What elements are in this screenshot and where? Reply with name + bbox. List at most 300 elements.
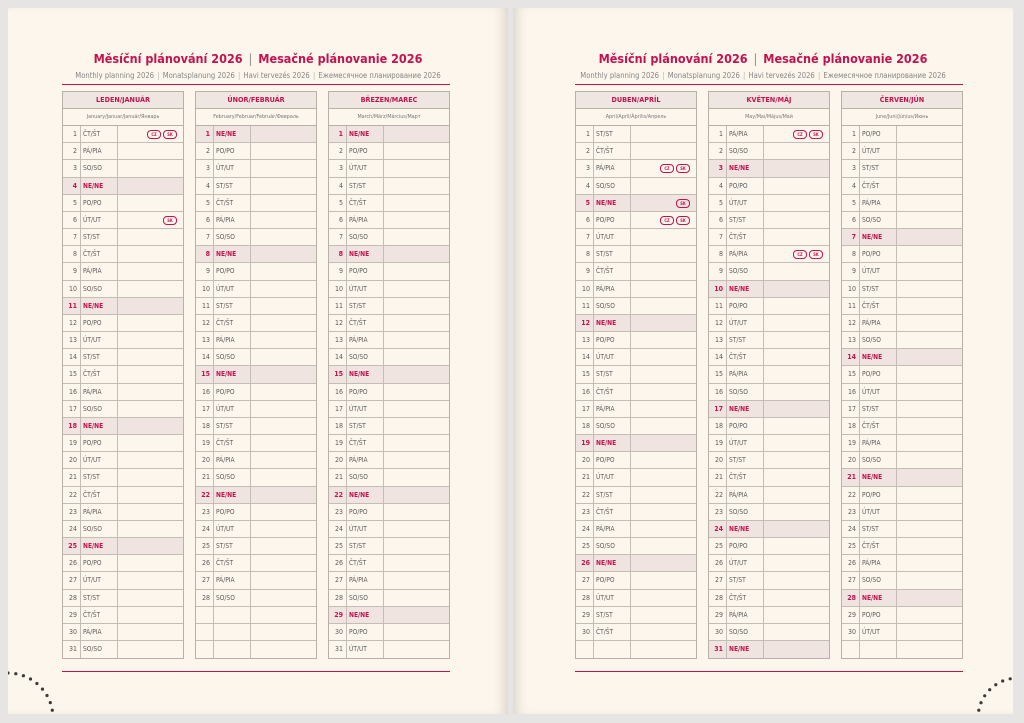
holiday-cz-badge: CZ — [660, 216, 674, 225]
day-number: 30 — [709, 624, 727, 640]
month-subtitle: February/Februar/Február/Февраль — [196, 109, 316, 126]
day-row[interactable] — [63, 555, 183, 572]
day-row[interactable] — [709, 178, 829, 195]
day-name: ST/ST — [594, 366, 631, 382]
day-row[interactable] — [63, 469, 183, 486]
day-row[interactable] — [63, 126, 183, 143]
day-row[interactable] — [842, 469, 962, 486]
day-row[interactable] — [842, 195, 962, 212]
day-row[interactable] — [329, 315, 449, 332]
day-row[interactable] — [329, 641, 449, 658]
day-row[interactable] — [709, 538, 829, 555]
day-row[interactable] — [329, 607, 449, 624]
day-row[interactable] — [842, 143, 962, 160]
day-row[interactable] — [63, 590, 183, 607]
day-name: PO/PO — [727, 538, 764, 554]
subtitle-ru: Ежемесячное планирование 2026 — [318, 71, 441, 80]
day-name: ÚT/UT — [727, 315, 764, 331]
day-number: 4 — [709, 178, 727, 194]
empty-day-row — [196, 624, 316, 641]
day-name: SO/SO — [214, 229, 251, 245]
day-row[interactable] — [576, 212, 696, 229]
day-name: SO/SO — [860, 212, 897, 228]
day-name: NE/NE — [214, 487, 251, 503]
day-row[interactable] — [196, 401, 316, 418]
day-row[interactable] — [842, 384, 962, 401]
day-row[interactable] — [709, 263, 829, 280]
day-row[interactable] — [329, 229, 449, 246]
empty-cell — [196, 624, 214, 640]
day-row[interactable] — [196, 590, 316, 607]
holiday-sk-badge: SK — [163, 216, 177, 225]
subtitle-separator: | — [238, 71, 241, 80]
day-number: 7 — [329, 229, 347, 245]
day-row[interactable] — [63, 624, 183, 641]
holiday-marks — [793, 250, 823, 259]
day-row[interactable] — [329, 418, 449, 435]
month-subtitle: March/März/Március/Март — [329, 109, 449, 126]
day-row[interactable] — [709, 607, 829, 624]
day-number: 26 — [63, 555, 81, 571]
day-row[interactable] — [63, 401, 183, 418]
day-row[interactable] — [196, 229, 316, 246]
day-number: 22 — [196, 487, 214, 503]
day-row[interactable] — [329, 246, 449, 263]
day-row[interactable] — [329, 298, 449, 315]
day-row[interactable] — [576, 229, 696, 246]
day-row[interactable] — [842, 246, 962, 263]
day-number: 14 — [842, 349, 860, 365]
day-row[interactable] — [329, 555, 449, 572]
day-row[interactable] — [709, 298, 829, 315]
title-cz: Měsíční plánování 2026 — [598, 51, 748, 66]
day-number: 21 — [576, 469, 594, 485]
day-row[interactable] — [63, 298, 183, 315]
day-row[interactable] — [329, 469, 449, 486]
day-row[interactable] — [576, 332, 696, 349]
day-row[interactable] — [709, 504, 829, 521]
day-name: NE/NE — [81, 178, 118, 194]
day-row[interactable] — [842, 315, 962, 332]
subtitle-en: Monthly planning 2026 — [580, 71, 660, 80]
day-row[interactable] — [63, 246, 183, 263]
day-row[interactable] — [329, 521, 449, 538]
day-name: PÁ/PIA — [594, 281, 631, 297]
day-number: 25 — [576, 538, 594, 554]
month-column — [62, 91, 184, 659]
day-row[interactable] — [576, 298, 696, 315]
day-name: ST/ST — [860, 160, 897, 176]
day-row[interactable] — [576, 435, 696, 452]
day-number: 31 — [329, 641, 347, 658]
day-row[interactable] — [329, 401, 449, 418]
day-name: SO/SO — [594, 538, 631, 554]
day-number: 9 — [709, 263, 727, 279]
day-row[interactable] — [842, 332, 962, 349]
day-row[interactable] — [196, 366, 316, 383]
day-row[interactable] — [196, 521, 316, 538]
day-name: NE/NE — [860, 469, 897, 485]
day-row[interactable] — [576, 418, 696, 435]
day-row[interactable] — [709, 229, 829, 246]
day-row[interactable] — [63, 538, 183, 555]
day-row[interactable] — [63, 487, 183, 504]
day-name: SO/SO — [594, 178, 631, 194]
day-row[interactable] — [63, 212, 183, 229]
day-row[interactable] — [63, 607, 183, 624]
title-divider — [62, 84, 450, 85]
day-row[interactable] — [709, 349, 829, 366]
day-name: SO/SO — [727, 624, 764, 640]
day-row[interactable] — [196, 452, 316, 469]
day-row[interactable] — [576, 178, 696, 195]
day-row[interactable] — [63, 315, 183, 332]
day-name: NE/NE — [594, 315, 631, 331]
day-row[interactable] — [196, 246, 316, 263]
day-name: SO/SO — [347, 349, 384, 365]
day-number: 8 — [329, 246, 347, 262]
day-row[interactable] — [63, 384, 183, 401]
day-row[interactable] — [63, 263, 183, 280]
day-name: SO/SO — [214, 590, 251, 606]
day-number: 24 — [576, 521, 594, 537]
month-column — [195, 91, 317, 659]
month-column — [708, 91, 830, 659]
day-row[interactable] — [709, 521, 829, 538]
day-number: 4 — [576, 178, 594, 194]
day-number: 28 — [329, 590, 347, 606]
day-row[interactable] — [576, 555, 696, 572]
day-row[interactable] — [709, 487, 829, 504]
day-number: 16 — [63, 384, 81, 400]
day-row[interactable] — [576, 401, 696, 418]
day-row[interactable] — [63, 504, 183, 521]
day-row[interactable] — [576, 590, 696, 607]
day-row[interactable] — [63, 641, 183, 658]
day-number: 2 — [63, 143, 81, 159]
day-name: ST/ST — [594, 246, 631, 262]
day-name: ČT/ŠT — [81, 246, 118, 262]
corner-dot — [29, 677, 32, 680]
day-row[interactable] — [196, 349, 316, 366]
day-row[interactable] — [842, 538, 962, 555]
day-number: 9 — [63, 263, 81, 279]
day-row[interactable] — [842, 126, 962, 143]
day-number: 23 — [709, 504, 727, 520]
day-row[interactable] — [576, 624, 696, 641]
day-number: 27 — [842, 572, 860, 588]
day-row[interactable] — [709, 384, 829, 401]
day-row[interactable] — [576, 452, 696, 469]
day-row[interactable] — [196, 487, 316, 504]
day-row[interactable] — [709, 246, 829, 263]
day-row[interactable] — [709, 641, 829, 658]
day-number: 31 — [63, 641, 81, 658]
day-name: ÚT/UT — [347, 401, 384, 417]
day-row[interactable] — [329, 281, 449, 298]
day-row[interactable] — [196, 572, 316, 589]
day-number: 21 — [329, 469, 347, 485]
day-row[interactable] — [329, 332, 449, 349]
day-row[interactable] — [842, 624, 962, 641]
day-row[interactable] — [329, 178, 449, 195]
month-title: ČERVEN/JÚN — [842, 92, 962, 109]
day-name: ČT/ŠT — [347, 195, 384, 211]
day-row[interactable] — [576, 384, 696, 401]
day-name: PÁ/PIA — [594, 401, 631, 417]
day-row[interactable] — [576, 607, 696, 624]
title-sk: Mesačné plánovanie 2026 — [763, 51, 928, 66]
day-row[interactable] — [576, 469, 696, 486]
day-name: ČT/ŠT — [727, 349, 764, 365]
day-row[interactable] — [63, 195, 183, 212]
day-row[interactable] — [709, 469, 829, 486]
day-row[interactable] — [576, 487, 696, 504]
day-name: PO/PO — [727, 418, 764, 434]
day-row[interactable] — [842, 401, 962, 418]
day-row[interactable] — [329, 349, 449, 366]
day-row[interactable] — [329, 572, 449, 589]
day-name: NE/NE — [594, 195, 631, 211]
day-name: PÁ/PIA — [81, 263, 118, 279]
day-row[interactable] — [196, 263, 316, 280]
day-name: SO/SO — [81, 521, 118, 537]
day-row[interactable] — [709, 315, 829, 332]
day-number: 12 — [709, 315, 727, 331]
day-row[interactable] — [196, 504, 316, 521]
day-name: NE/NE — [81, 538, 118, 554]
page-title — [513, 51, 1013, 66]
day-row[interactable] — [842, 572, 962, 589]
day-row[interactable] — [709, 452, 829, 469]
day-name: SO/SO — [860, 572, 897, 588]
day-row[interactable] — [709, 590, 829, 607]
corner-dots-icon — [8, 658, 58, 714]
day-number: 1 — [842, 126, 860, 142]
day-row[interactable] — [63, 160, 183, 177]
day-row[interactable] — [196, 212, 316, 229]
day-row[interactable] — [842, 607, 962, 624]
day-row[interactable] — [196, 469, 316, 486]
day-row[interactable] — [576, 504, 696, 521]
day-row[interactable] — [196, 315, 316, 332]
day-number: 25 — [709, 538, 727, 554]
day-number: 9 — [576, 263, 594, 279]
day-row[interactable] — [842, 435, 962, 452]
day-row[interactable] — [576, 281, 696, 298]
day-name: PÁ/PIA — [214, 572, 251, 588]
day-name: NE/NE — [727, 521, 764, 537]
day-row[interactable] — [576, 160, 696, 177]
empty-cell — [576, 641, 594, 658]
day-row[interactable] — [576, 349, 696, 366]
month-title: ÚNOR/FEBRUÁR — [196, 92, 316, 109]
day-row[interactable] — [842, 281, 962, 298]
day-row[interactable] — [709, 281, 829, 298]
title-sk: Mesačné plánovanie 2026 — [258, 51, 423, 66]
day-name: NE/NE — [347, 366, 384, 382]
holiday-sk-badge: SK — [809, 250, 823, 259]
day-row[interactable] — [63, 452, 183, 469]
day-name: ST/ST — [81, 349, 118, 365]
day-row[interactable] — [709, 555, 829, 572]
day-name: PO/PO — [594, 212, 631, 228]
day-row[interactable] — [842, 178, 962, 195]
day-name: ST/ST — [594, 607, 631, 623]
day-row[interactable] — [709, 212, 829, 229]
day-row[interactable] — [709, 126, 829, 143]
day-number: 19 — [576, 435, 594, 451]
day-row[interactable] — [329, 538, 449, 555]
day-row[interactable] — [709, 572, 829, 589]
day-name: ST/ST — [81, 590, 118, 606]
day-row[interactable] — [842, 263, 962, 280]
month-subtitle: June/Juni/Június/Июнь — [842, 109, 962, 126]
day-row[interactable] — [709, 332, 829, 349]
day-name: SO/SO — [347, 590, 384, 606]
day-number: 2 — [842, 143, 860, 159]
day-row[interactable] — [63, 418, 183, 435]
day-row[interactable] — [576, 521, 696, 538]
day-row[interactable] — [196, 418, 316, 435]
day-row[interactable] — [63, 572, 183, 589]
day-row[interactable] — [63, 178, 183, 195]
day-row[interactable] — [576, 143, 696, 160]
day-row[interactable] — [196, 143, 316, 160]
day-number: 16 — [842, 384, 860, 400]
day-name: ÚT/UT — [860, 384, 897, 400]
day-name: NE/NE — [727, 160, 764, 176]
day-row[interactable] — [576, 572, 696, 589]
day-number: 15 — [329, 366, 347, 382]
day-row[interactable] — [196, 538, 316, 555]
day-row[interactable] — [576, 246, 696, 263]
day-row[interactable] — [329, 452, 449, 469]
day-number: 14 — [576, 349, 594, 365]
day-row[interactable] — [576, 366, 696, 383]
day-row[interactable] — [576, 195, 696, 212]
month-column — [841, 91, 963, 659]
day-row[interactable] — [63, 229, 183, 246]
day-row[interactable] — [576, 263, 696, 280]
day-row[interactable] — [842, 349, 962, 366]
day-row[interactable] — [329, 384, 449, 401]
day-row[interactable] — [576, 126, 696, 143]
day-row[interactable] — [63, 281, 183, 298]
holiday-cz-badge: CZ — [147, 130, 161, 139]
day-row[interactable] — [196, 126, 316, 143]
day-row[interactable] — [196, 332, 316, 349]
day-row[interactable] — [709, 624, 829, 641]
day-name: PO/PO — [81, 435, 118, 451]
day-row[interactable] — [196, 298, 316, 315]
day-row[interactable] — [709, 195, 829, 212]
day-name: SO/SO — [594, 298, 631, 314]
empty-day-row — [842, 641, 962, 658]
day-number: 28 — [842, 590, 860, 606]
day-row[interactable] — [709, 435, 829, 452]
day-name: NE/NE — [81, 418, 118, 434]
day-row[interactable] — [842, 452, 962, 469]
day-row[interactable] — [842, 160, 962, 177]
day-row[interactable] — [842, 366, 962, 383]
day-row[interactable] — [329, 195, 449, 212]
day-row[interactable] — [709, 418, 829, 435]
day-row[interactable] — [329, 624, 449, 641]
day-row[interactable] — [842, 590, 962, 607]
day-row[interactable] — [842, 229, 962, 246]
corner-dot — [35, 682, 38, 685]
day-row[interactable] — [329, 263, 449, 280]
day-name: ČT/ŠT — [860, 298, 897, 314]
day-row[interactable] — [329, 590, 449, 607]
day-row[interactable] — [709, 366, 829, 383]
day-name: ÚT/UT — [81, 452, 118, 468]
day-row[interactable] — [842, 298, 962, 315]
day-row[interactable] — [329, 435, 449, 452]
day-row[interactable] — [842, 487, 962, 504]
day-row[interactable] — [329, 126, 449, 143]
day-row[interactable] — [196, 281, 316, 298]
empty-cell — [842, 641, 860, 658]
corner-dot — [977, 709, 980, 712]
month-column — [575, 91, 697, 659]
day-row[interactable] — [196, 435, 316, 452]
day-name: PO/PO — [860, 607, 897, 623]
day-row[interactable] — [576, 315, 696, 332]
day-row[interactable] — [709, 401, 829, 418]
day-row[interactable] — [576, 538, 696, 555]
day-row[interactable] — [329, 160, 449, 177]
day-row[interactable] — [329, 143, 449, 160]
day-number: 27 — [63, 572, 81, 588]
day-row[interactable] — [709, 160, 829, 177]
day-row[interactable] — [196, 160, 316, 177]
day-row[interactable] — [63, 366, 183, 383]
day-number: 12 — [63, 315, 81, 331]
day-row[interactable] — [842, 418, 962, 435]
day-number: 20 — [63, 452, 81, 468]
day-row[interactable] — [63, 143, 183, 160]
day-row[interactable] — [329, 366, 449, 383]
day-row[interactable] — [196, 384, 316, 401]
day-row[interactable] — [329, 487, 449, 504]
day-row[interactable] — [842, 521, 962, 538]
day-row[interactable] — [329, 504, 449, 521]
day-row[interactable] — [709, 143, 829, 160]
day-row[interactable] — [63, 349, 183, 366]
day-row[interactable] — [329, 212, 449, 229]
day-row[interactable] — [63, 521, 183, 538]
day-name: ČT/ŠT — [347, 315, 384, 331]
day-row[interactable] — [63, 435, 183, 452]
day-number: 12 — [576, 315, 594, 331]
day-name: PÁ/PIA — [727, 246, 764, 262]
day-name: ST/ST — [347, 178, 384, 194]
day-number: 3 — [63, 160, 81, 176]
day-row[interactable] — [63, 332, 183, 349]
day-row[interactable] — [842, 212, 962, 229]
day-row[interactable] — [196, 555, 316, 572]
month-title: BŘEZEN/MAREC — [329, 92, 449, 109]
day-name: ST/ST — [727, 332, 764, 348]
day-row[interactable] — [842, 504, 962, 521]
holiday-sk-badge: SK — [676, 216, 690, 225]
day-row[interactable] — [842, 555, 962, 572]
day-name: ST/ST — [347, 538, 384, 554]
day-row[interactable] — [196, 195, 316, 212]
day-row[interactable] — [196, 178, 316, 195]
